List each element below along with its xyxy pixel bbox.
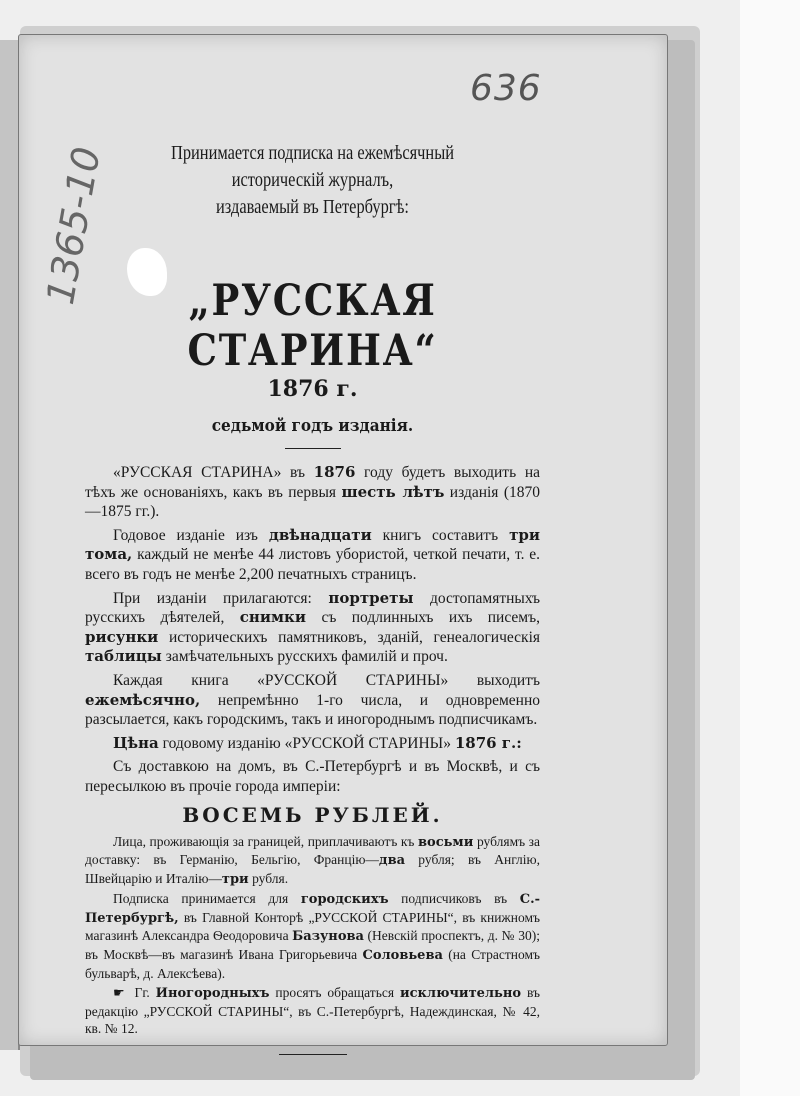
paragraph-price-heading: Цѣна годовому изданію «РУССКОЙ СТАРИНЫ» 1876 г.:	[113, 733, 522, 752]
paragraph-4: Каждая книга «РУССКОЙ СТАРИНЫ» выходитъ ежемѣсячно, непремѣнно 1-го числа, и одновременно разсылается, какъ городскимъ, такъ и иногороднымъ подписчикамъ.	[85, 671, 540, 729]
bottom-divider	[279, 1054, 347, 1055]
intro-line-2: издаваемый въ Петербургѣ:	[216, 196, 409, 218]
price-line: ВОСЕМЬ РУБЛЕЙ.	[182, 802, 443, 827]
pencil-page-number: 636	[470, 68, 542, 109]
journal-title: „РУССКАЯ СТАРИНА“	[187, 276, 438, 376]
journal-year: 1876 г.	[267, 376, 358, 402]
divider	[285, 448, 341, 449]
out-of-town-note: ☛ Гг. Иногородныхъ просятъ обращаться исключительно въ редакцію „РУССКОЙ СТАРИНЫ“, въ С.-Петербургѣ, Надеждинская, № 42, кв. № 12.	[85, 985, 540, 1037]
pencil-margin-note: 1365-10	[38, 143, 109, 308]
paragraph-1: «РУССКАЯ СТАРИНА» въ 1876 году будетъ выходить на тѣхъ же основаніяхъ, какъ въ первыя шесть лѣтъ изданія (1870—1875 гг.).	[85, 463, 541, 521]
subscription-note: Подписка принимается для городскихъ подписчиковъ въ С.-Петербургѣ, въ Главной Конторѣ „РУССКОЙ СТАРИНЫ“, въ книжномъ магазинѣ Александра Ѳеодоровича Базунова (Невскій проспектъ, д. № 30); въ Москвѣ—въ магазинѣ Ивана Григорьевича Соловьева (на Страстномъ бульварѣ, д. Алексѣева).	[85, 891, 540, 981]
paragraph-2: Годовое изданіе изъ двѣнадцати книгъ составитъ три тома, каждый не менѣе 44 листовъ убористой, четкой печати, т. е. всего въ годъ не менѣе 2,200 печатныхъ страницъ.	[85, 525, 540, 583]
paragraph-delivery: Съ доставкою на домъ, въ С.-Петербургѣ и въ Москвѣ, и съ пересылкою въ прочіе города имперіи:	[85, 758, 540, 795]
document-content	[85, 140, 540, 1055]
scan-right-margin	[740, 0, 800, 1096]
pointing-hand-icon: ☛	[113, 986, 125, 1002]
abroad-note: Лица, проживающія за границей, приплачиваютъ къ восьми рублямъ за доставку: въ Германію, Бельгію, Францію—два рубля; въ Англію, Швейцарію и Италію—три рубля.	[85, 833, 541, 887]
book-binding	[0, 40, 20, 1050]
paragraph-3: При изданіи прилагаются: портреты достопамятныхъ русскихъ дѣятелей, снимки съ подлинныхъ ихъ писемъ, рисунки историческихъ памятниковъ, зданій, генеалогическія таблицы замѣчательныхъ русскихъ фамилій и проч.	[85, 588, 540, 666]
intro-line-1: Принимается подписка на ежемѣсячный историческій журналъ,	[170, 142, 455, 191]
edition-line: седьмой годъ изданія.	[211, 416, 414, 436]
intro-text	[126, 140, 499, 221]
